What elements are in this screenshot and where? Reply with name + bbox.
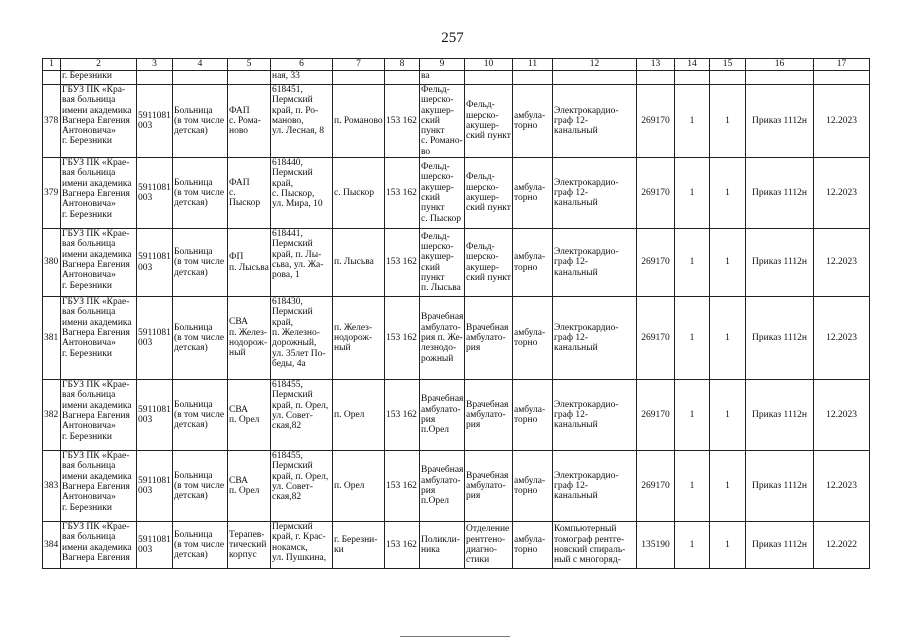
cell-code: 153 162	[385, 229, 420, 297]
column-number-6: 6	[271, 59, 333, 71]
cell-qty1: 1	[675, 297, 710, 380]
cell-qty1: 1	[675, 451, 710, 522]
cell-qty1: 1	[675, 158, 710, 229]
cell-subunit: Поликли- ника	[420, 522, 465, 569]
continuation-cell	[553, 71, 637, 85]
cell-inn: 5911081 003	[137, 451, 173, 522]
cell-code: 153 162	[385, 158, 420, 229]
cell-code: 153 162	[385, 85, 420, 158]
continuation-cell	[637, 71, 675, 85]
cell-address: 618430, Пермский край, п. Железно- дорожный, ул. 35лет По- беды, 4а	[271, 297, 333, 380]
cell-type: Больница (в том числе детская)	[173, 451, 228, 522]
cell-qty2: 1	[710, 158, 746, 229]
continuation-cell	[710, 71, 746, 85]
column-number-16: 16	[746, 59, 814, 71]
cell-equipment: Электрокардио- граф 12- канальный	[553, 229, 637, 297]
cell-locality: п. Желез- нодорож- ный	[333, 297, 385, 380]
cell-org: ГБУЗ ПК «Крае- вая больница имени академика Вагнера Евгения Антоновича» г. Березники	[61, 297, 137, 380]
cell-locality: п. Романово	[333, 85, 385, 158]
cell-org: ГБУЗ ПК «Крае- вая больница имени академика Вагнера Евгения Антоновича» г. Березники	[61, 451, 137, 522]
cell-qty1: 1	[675, 85, 710, 158]
cell-price: 269170	[637, 229, 675, 297]
cell-unit: ФП п. Лысьва	[228, 229, 271, 297]
column-number-2: 2	[61, 59, 137, 71]
cell-num: 378	[43, 85, 61, 158]
cell-care: амбула- торно	[513, 85, 553, 158]
cell-inn: 5911081 003	[137, 380, 173, 451]
cell-code: 153 162	[385, 297, 420, 380]
cell-type: Больница (в том числе детская)	[173, 380, 228, 451]
cell-equipment: Электрокардио- граф 12- канальный	[553, 380, 637, 451]
cell-unit: СВА п. Орел	[228, 451, 271, 522]
cell-order: Приказ 1112н	[746, 380, 814, 451]
column-number-4: 4	[173, 59, 228, 71]
cell-order: Приказ 1112н	[746, 451, 814, 522]
cell-subunit: Врачебная амбулато- рия п.Орел	[420, 451, 465, 522]
cell-locality: п. Лысьва	[333, 229, 385, 297]
cell-subunit: Врачебная амбулато- рия п.Орел	[420, 380, 465, 451]
cell-equipment: Электрокардио- граф 12- канальный	[553, 451, 637, 522]
column-number-3: 3	[137, 59, 173, 71]
continuation-cell	[385, 71, 420, 85]
cell-unit: ФАП с. Пыскор	[228, 158, 271, 229]
cell-profile: Фельд- шерско- акушер- ский пункт	[465, 158, 513, 229]
table-row	[43, 229, 870, 297]
cell-num: 380	[43, 229, 61, 297]
cell-address: 618455, Пермский край, п. Орел, ул. Совет- ская,82	[271, 451, 333, 522]
cell-qty2: 1	[710, 85, 746, 158]
cell-price: 269170	[637, 451, 675, 522]
column-number-17: 17	[814, 59, 870, 71]
continuation-cell	[137, 71, 173, 85]
cell-subunit: Фельд- шерско- акушер- ский пункт с. Пыскор	[420, 158, 465, 229]
cell-unit: СВА п. Желез- нодорож- ный	[228, 297, 271, 380]
cell-qty2: 1	[710, 451, 746, 522]
column-number-15: 15	[710, 59, 746, 71]
column-number-10: 10	[465, 59, 513, 71]
cell-type: Больница (в том числе детская)	[173, 158, 228, 229]
cell-code: 153 162	[385, 451, 420, 522]
cell-subunit: Врачебная амбулато- рия п. Же- лезнодо- рожный	[420, 297, 465, 380]
cell-code: 153 162	[385, 380, 420, 451]
cell-qty2: 1	[710, 297, 746, 380]
continuation-cell	[228, 71, 271, 85]
cell-profile: Фельд- шерско- акушер- ский пункт	[465, 229, 513, 297]
cell-care: амбула- торно	[513, 451, 553, 522]
cell-date: 12.2022	[814, 522, 870, 569]
continuation-cell: г. Березники	[61, 71, 137, 85]
cell-address: 618451, Пермский край, п. Ро- маново, ул. Лесная, 8	[271, 85, 333, 158]
cell-date: 12.2023	[814, 85, 870, 158]
cell-qty1: 1	[675, 522, 710, 569]
cell-subunit: Фельд- шерско- акушер- ский пункт п. Лысьва	[420, 229, 465, 297]
table-row	[43, 158, 870, 229]
cell-num: 382	[43, 380, 61, 451]
cell-care: амбула- торно	[513, 380, 553, 451]
cell-profile: Фельд- шерско- акушер- ский пункт	[465, 85, 513, 158]
cell-type: Больница (в том числе детская)	[173, 522, 228, 569]
cell-care: амбула- торно	[513, 229, 553, 297]
cell-care: амбула- торно	[513, 158, 553, 229]
cell-address: 618441, Пермский край, п. Лы- сьва, ул. Жа- рова, 1	[271, 229, 333, 297]
cell-price: 269170	[637, 380, 675, 451]
cell-num: 379	[43, 158, 61, 229]
column-number-12: 12	[553, 59, 637, 71]
cell-address: 618455, Пермский край, п. Орел, ул. Совет- ская,82	[271, 380, 333, 451]
cell-address: Пермский край, г. Крас- нокамск, ул. Пушкина,	[271, 522, 333, 569]
table-row	[43, 451, 870, 522]
cell-locality: с. Пыскор	[333, 158, 385, 229]
continuation-cell	[746, 71, 814, 85]
cell-price: 269170	[637, 297, 675, 380]
cell-date: 12.2023	[814, 451, 870, 522]
cell-price: 135190	[637, 522, 675, 569]
equipment-registry-table	[42, 58, 870, 569]
cell-type: Больница (в том числе детская)	[173, 85, 228, 158]
cell-locality: г. Березни- ки	[333, 522, 385, 569]
cell-unit: Терапев- тический корпус	[228, 522, 271, 569]
cell-inn: 5911081 003	[137, 297, 173, 380]
cell-equipment: Компьютерный томограф рентге- новский спираль- ный с многоряд-	[553, 522, 637, 569]
cell-order: Приказ 1112н	[746, 297, 814, 380]
cell-order: Приказ 1112н	[746, 229, 814, 297]
cell-locality: п. Орел	[333, 451, 385, 522]
cell-num: 384	[43, 522, 61, 569]
cell-care: амбула- торно	[513, 522, 553, 569]
continuation-cell	[173, 71, 228, 85]
column-number-9: 9	[420, 59, 465, 71]
page-bottom-rule	[400, 636, 510, 637]
column-number-header-row	[43, 59, 870, 71]
cell-price: 269170	[637, 85, 675, 158]
cell-address: 618440, Пермский край, с. Пыскор, ул. Мира, 10	[271, 158, 333, 229]
cell-org: ГБУЗ ПК «Кра- вая больница имени академика Вагнера Евгения Антоновича» г. Березники	[61, 85, 137, 158]
cell-type: Больница (в том числе детская)	[173, 229, 228, 297]
cell-org: ГБУЗ ПК «Крае- вая больница имени академика Вагнера Евгения Антоновича» г. Березники	[61, 158, 137, 229]
table-row	[43, 297, 870, 380]
cell-date: 12.2023	[814, 229, 870, 297]
continuation-cell	[513, 71, 553, 85]
cell-price: 269170	[637, 158, 675, 229]
cell-order: Приказ 1112н	[746, 158, 814, 229]
cell-inn: 5911081 003	[137, 85, 173, 158]
cell-org: ГБУЗ ПК «Крае- вая больница имени академика Вагнера Евгения Антоновича» г. Березники	[61, 229, 137, 297]
cell-order: Приказ 1112н	[746, 85, 814, 158]
cell-qty1: 1	[675, 229, 710, 297]
continuation-cell	[43, 71, 61, 85]
cell-profile: Отделение рентгено- диагно- стики	[465, 522, 513, 569]
column-number-1: 1	[43, 59, 61, 71]
cell-profile: Врачебная амбулато- рия	[465, 380, 513, 451]
column-number-7: 7	[333, 59, 385, 71]
cell-qty2: 1	[710, 522, 746, 569]
cell-org: ГБУЗ ПК «Крае- вая больница имени академика Вагнера Евгения	[61, 522, 137, 569]
column-number-13: 13	[637, 59, 675, 71]
cell-date: 12.2023	[814, 158, 870, 229]
cell-equipment: Электрокардио- граф 12- канальный	[553, 158, 637, 229]
continuation-cell: ная, 33	[271, 71, 333, 85]
cell-type: Больница (в том числе детская)	[173, 297, 228, 380]
cell-equipment: Электрокардио- граф 12- канальный	[553, 297, 637, 380]
cell-qty1: 1	[675, 380, 710, 451]
cell-org: ГБУЗ ПК «Крае- вая больница имени академика Вагнера Евгения Антоновича» г. Березники	[61, 380, 137, 451]
cell-care: амбула- торно	[513, 297, 553, 380]
cell-inn: 5911081 003	[137, 522, 173, 569]
continuation-cell: ва	[420, 71, 465, 85]
column-number-8: 8	[385, 59, 420, 71]
cell-qty2: 1	[710, 229, 746, 297]
continuation-cell	[675, 71, 710, 85]
table-row	[43, 380, 870, 451]
cell-num: 383	[43, 451, 61, 522]
cell-locality: п. Орел	[333, 380, 385, 451]
column-number-5: 5	[228, 59, 271, 71]
continuation-cell	[814, 71, 870, 85]
cell-num: 381	[43, 297, 61, 380]
cell-unit: ФАП с. Рома- ново	[228, 85, 271, 158]
cell-profile: Врачебная амбулато- рия	[465, 451, 513, 522]
column-number-14: 14	[675, 59, 710, 71]
cell-unit: СВА п. Орел	[228, 380, 271, 451]
cell-code: 153 162	[385, 522, 420, 569]
cell-equipment: Электрокардио- граф 12- канальный	[553, 85, 637, 158]
continuation-cell	[465, 71, 513, 85]
continuation-row	[43, 71, 870, 85]
cell-qty2: 1	[710, 380, 746, 451]
cell-subunit: Фельд- шерско- акушер- ский пункт с. Романо- во	[421, 85, 463, 157]
table-row	[43, 522, 870, 569]
continuation-cell	[333, 71, 385, 85]
cell-date: 12.2023	[814, 380, 870, 451]
cell-inn: 5911081 003	[137, 158, 173, 229]
cell-date: 12.2023	[814, 297, 870, 380]
cell-order: Приказ 1112н	[746, 522, 814, 569]
column-number-11: 11	[513, 59, 553, 71]
table-row	[43, 85, 870, 158]
cell-inn: 5911081 003	[137, 229, 173, 297]
page-number: 257	[441, 30, 464, 46]
cell-profile: Врачебная амбулато- рия	[465, 297, 513, 380]
